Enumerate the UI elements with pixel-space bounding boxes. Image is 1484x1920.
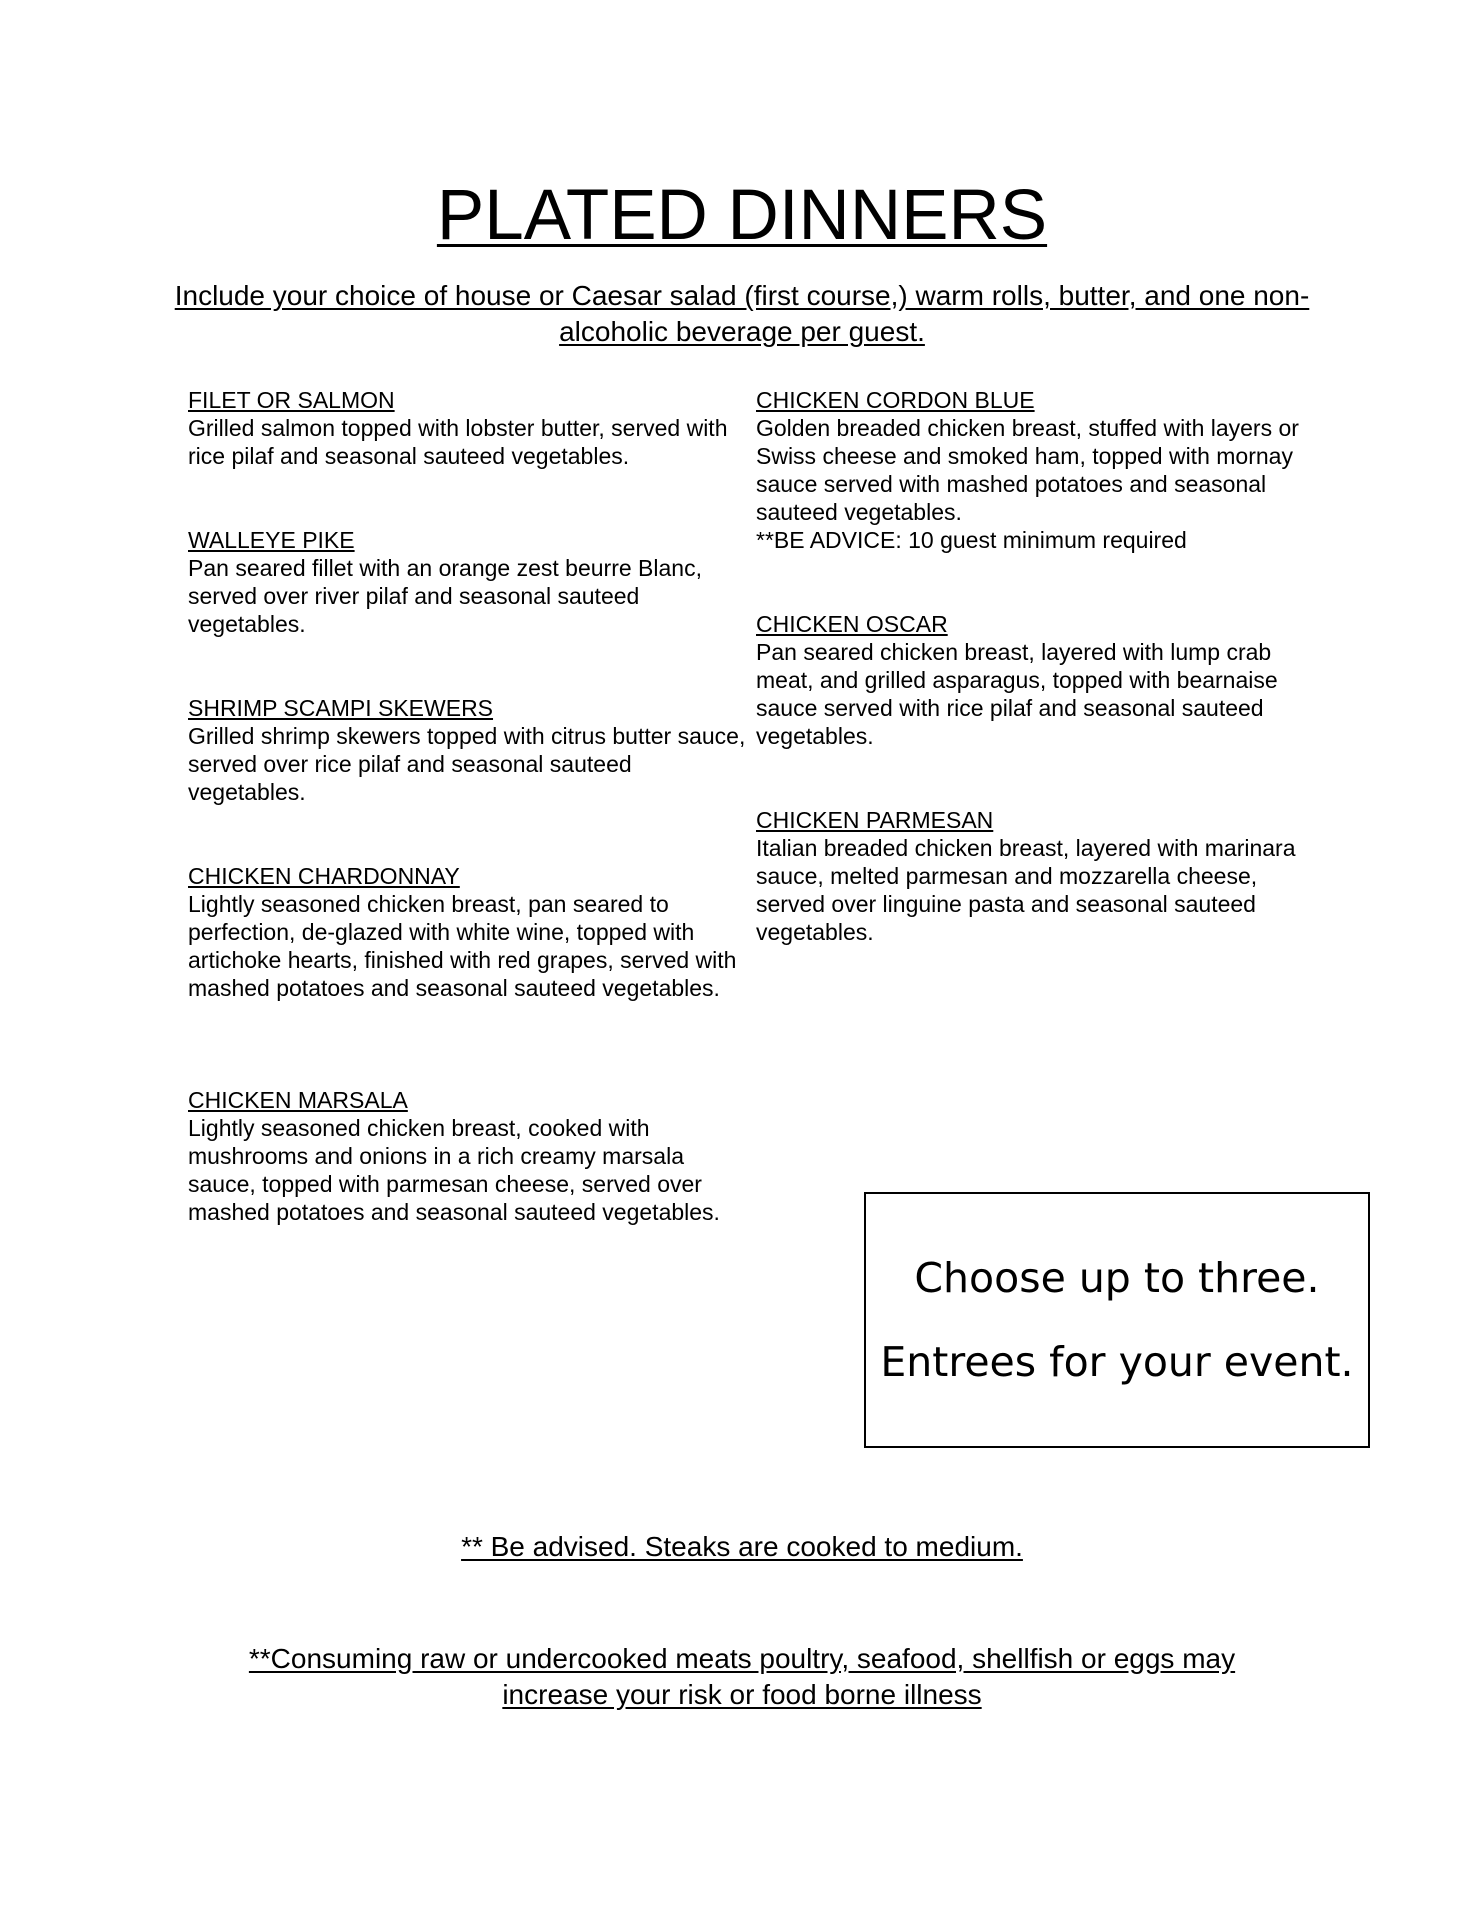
right-column [756, 386, 1316, 946]
menu-item-chicken-cordon-blue [756, 386, 1316, 554]
menu-item-description: Italian breaded chicken breast, layered with marinara sauce, melted parmesan and mozzarella cheese, served over linguine pasta and seasonal sauteed vegetables. [756, 835, 1296, 945]
menu-item-description: Lightly seasoned chicken breast, pan seared to perfection, de-glazed with white wine, topped with artichoke hearts, finished with red grapes, served with mashed potatoes and seasonal sauteed vegetables. [188, 891, 737, 1001]
menu-item-note: **BE ADVICE: 10 guest minimum required [756, 527, 1187, 553]
menu-item-walleye-pike [188, 526, 748, 638]
page-title [0, 176, 1484, 256]
menu-item-chicken-parmesan [756, 806, 1316, 946]
menu-item-description: Grilled shrimp skewers topped with citrus butter sauce, served over rice pilaf and seasonal sauteed vegetables. [188, 723, 746, 805]
menu-item-name: CHICKEN MARSALA [188, 1087, 408, 1113]
left-column [188, 386, 748, 1226]
steak-advisory-text: ** Be advised. Steaks are cooked to medium. [461, 1531, 1023, 1562]
raw-food-warning [200, 1641, 1284, 1713]
page-title-text: PLATED DINNERS [436, 176, 1048, 255]
intro-text-underlined: Include your choice of house or Caesar salad (first course,) warm rolls, butter, and one non-alcoholic beverage per guest. [174, 280, 1310, 347]
menu-item-description: Pan seared chicken breast, layered with lump crab meat, and grilled asparagus, topped with bearnaise sauce served with rice pilaf and seasonal sauteed vegetables. [756, 639, 1278, 749]
steak-advisory [0, 1529, 1484, 1565]
menu-item-name: CHICKEN PARMESAN [756, 807, 994, 833]
callout-line-1: Choose up to three. [914, 1254, 1320, 1302]
menu-item-name: FILET OR SALMON [188, 387, 395, 413]
intro-text [160, 278, 1324, 350]
menu-item-chicken-chardonnay [188, 862, 748, 1002]
menu-item-name: CHICKEN OSCAR [756, 611, 948, 637]
menu-item-name: CHICKEN CHARDONNAY [188, 863, 460, 889]
menu-item-description: Grilled salmon topped with lobster butter, served with rice pilaf and seasonal sauteed vegetables. [188, 415, 728, 469]
menu-item-description: Golden breaded chicken breast, stuffed with layers or Swiss cheese and smoked ham, topped with mornay sauce served with mashed potatoes and seasonal sauteed vegetables. [756, 415, 1299, 525]
raw-food-warning-text: **Consuming raw or undercooked meats poultry, seafood, shellfish or eggs may increase your risk or food borne illness [248, 1643, 1236, 1710]
menu-item-name: WALLEYE PIKE [188, 527, 355, 553]
callout-line-2: Entrees for your event. [880, 1338, 1354, 1386]
menu-item-chicken-oscar [756, 610, 1316, 750]
menu-item-name: SHRIMP SCAMPI SKEWERS [188, 695, 494, 721]
menu-item-filet-or-salmon [188, 386, 748, 470]
entree-choice-callout [864, 1192, 1370, 1448]
menu-item-name: CHICKEN CORDON BLUE [756, 387, 1035, 413]
menu-item-description: Pan seared fillet with an orange zest beurre Blanc, served over river pilaf and seasonal sauteed vegetables. [188, 555, 702, 637]
menu-item-description: Lightly seasoned chicken breast, cooked with mushrooms and onions in a rich creamy marsala sauce, topped with parmesan cheese, served over mashed potatoes and seasonal sauteed vegetables. [188, 1115, 720, 1225]
menu-item-shrimp-scampi-skewers [188, 694, 748, 806]
menu-item-chicken-marsala [188, 1086, 748, 1226]
